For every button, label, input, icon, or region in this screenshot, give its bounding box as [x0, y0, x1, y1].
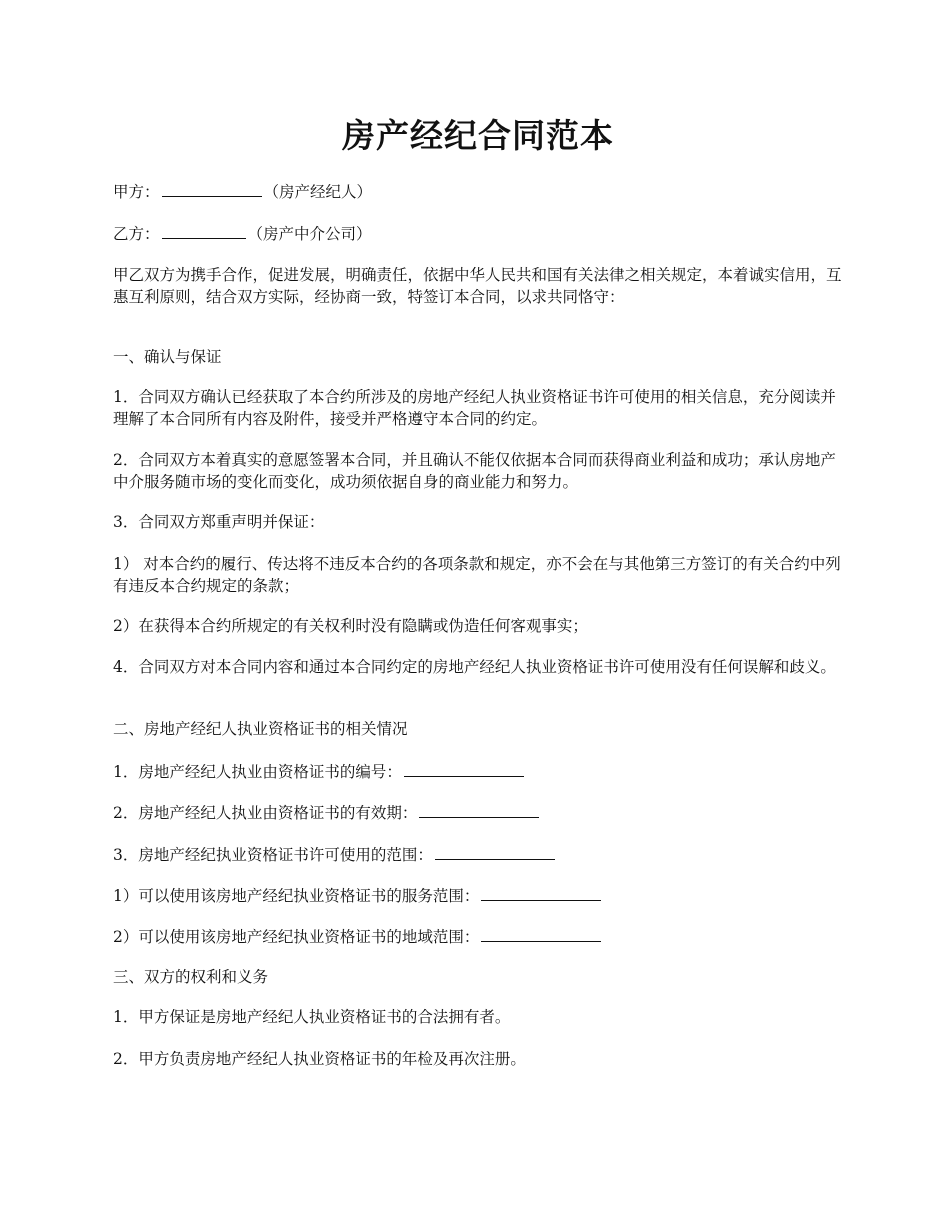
region-scope-blank [481, 925, 601, 942]
section-1-clause-3: 3．合同双方郑重声明并保证： [113, 513, 325, 531]
section-2-clause-1-text: 1．房地产经纪人执业由资格证书的编号： [113, 763, 402, 781]
section-3-heading: 三、双方的权利和义务 [113, 968, 269, 986]
party-a-line [113, 180, 843, 203]
party-b-line [113, 222, 843, 245]
section-2-clause-3-item-2 [113, 925, 843, 948]
certificate-scope-blank [435, 843, 555, 860]
party-b-blank [162, 222, 246, 239]
party-b-label: 乙方： [113, 225, 160, 243]
section-1-clause-2: 2．合同双方本着真实的意愿签署本合同，并且确认不能仅依据本合同而获得商业利益和成功；承认房地产中介服务随市场的变化而变化，成功须依据自身的商业能力和努力。 [113, 451, 836, 491]
section-2-clause-3-item-1-text: 1）可以使用该房地产经纪执业资格证书的服务范围： [113, 887, 480, 905]
section-1-clause-3-item-2: 2）在获得本合约所规定的有关权利时没有隐瞒或伪造任何客观事实； [113, 617, 588, 635]
section-2-clause-2 [113, 801, 843, 824]
section-3-clause-2: 2．甲方负责房地产经纪人执业资格证书的年检及再次注册。 [113, 1050, 526, 1068]
section-1-clause-1: 1．合同双方确认已经获取了本合约所涉及的房地产经纪人执业资格证书许可使用的相关信息，充分阅读并理解了本合同所有内容及附件，接受并严格遵守本合同的约定。 [113, 388, 836, 428]
certificate-number-blank [404, 760, 524, 777]
section-2-clause-3-item-2-text: 2）可以使用该房地产经纪执业资格证书的地域范围： [113, 928, 480, 946]
section-2-clause-3-item-1 [113, 884, 843, 907]
section-1-clause-3-item-1: 1） 对本合约的履行、传达将不违反本合约的各项条款和规定，亦不会在与其他第三方签订的有关合约中列有违反本合约规定的条款； [113, 555, 841, 595]
section-2-heading: 二、房地产经纪人执业资格证书的相关情况 [113, 720, 408, 738]
intro-paragraph: 甲乙双方为携手合作，促进发展，明确责任，依据中华人民共和国有关法律之相关规定，本着诚实信用，互惠互利原则，结合双方实际，经协商一致，特签订本合同，以求共同恪守： [113, 266, 842, 306]
section-1-clause-4: 4．合同双方对本合同内容和通过本合同约定的房地产经纪人执业资格证书许可使用没有任何误解和歧义。 [113, 658, 836, 676]
party-a-role: （房产经纪人） [263, 183, 373, 201]
service-scope-blank [481, 884, 601, 901]
section-2-clause-3 [113, 843, 843, 866]
section-2-clause-3-text: 3．房地产经纪执业资格证书许可使用的范围： [113, 846, 433, 864]
party-a-label: 甲方： [113, 183, 160, 201]
party-b-role: （房产中介公司） [247, 225, 372, 243]
section-2-clause-2-text: 2．房地产经纪人执业由资格证书的有效期： [113, 804, 418, 822]
document-title: 房产经纪合同范本 [342, 116, 614, 155]
section-2-clause-1 [113, 760, 843, 783]
certificate-validity-blank [419, 801, 539, 818]
party-a-blank [162, 180, 262, 197]
section-1-heading: 一、确认与保证 [113, 348, 222, 366]
section-3-clause-1: 1．甲方保证是房地产经纪人执业资格证书的合法拥有者。 [113, 1008, 511, 1026]
